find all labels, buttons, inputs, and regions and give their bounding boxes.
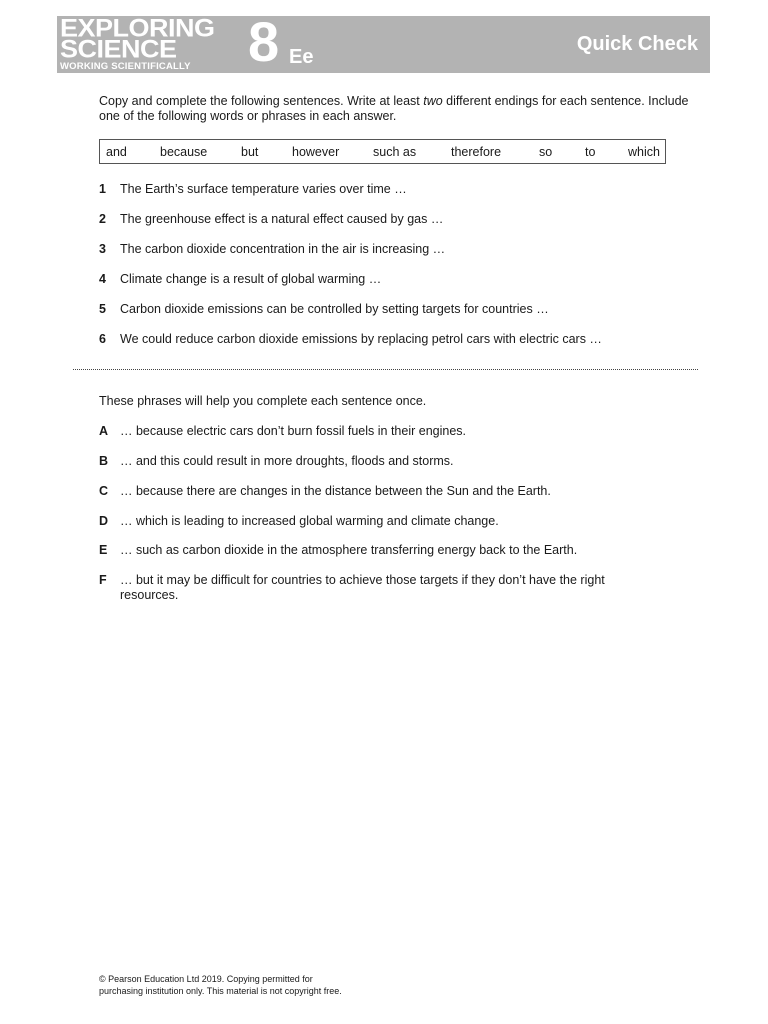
phrase-letter: E <box>99 543 108 557</box>
sentence-number: 3 <box>99 242 106 256</box>
phrase-text: … because electric cars don’t burn fossil fuels in their engines. <box>120 424 467 438</box>
word-bank-item: however <box>292 145 340 159</box>
word-bank-item: to <box>585 145 596 159</box>
copyright-line: © Pearson Education Ltd 2019. Copying permitted for <box>99 974 313 984</box>
word-bank-item: such as <box>373 145 417 159</box>
logo-exploring: EXPLORING <box>60 14 215 42</box>
word-bank-item: but <box>241 145 259 159</box>
instructions-emphasis: two <box>423 94 443 108</box>
logo-tagline: WORKING SCIENTIFICALLY <box>60 61 191 72</box>
phrase-text: … because there are changes in the distance between the Sun and the Earth. <box>120 484 551 498</box>
phrase-letter: B <box>99 454 109 468</box>
sentence-text: Climate change is a result of global warming … <box>120 272 382 286</box>
phrase-letter: D <box>99 514 109 528</box>
phrase-text: … but it may be difficult for countries to achieve those targets if they don’t have the right resources. <box>120 573 605 602</box>
logo-science: SCIENCE <box>60 35 177 63</box>
cut-line-divider <box>73 369 698 370</box>
phrase-text: … which is leading to increased global warming and climate change. <box>120 514 499 528</box>
phrase-letter: C <box>99 484 109 498</box>
sentence-number: 4 <box>99 272 106 286</box>
header-banner <box>57 10 710 73</box>
copyright-line: purchasing institution only. This material is not copyright free. <box>99 986 342 996</box>
word-bank-item: therefore <box>451 145 502 159</box>
unit-code: Ee <box>289 46 314 68</box>
phrase-letter: F <box>99 573 107 587</box>
sentence-number: 2 <box>99 212 106 226</box>
word-bank-item: and <box>106 145 127 159</box>
copyright-footer <box>99 973 399 997</box>
sentence-text: The Earth’s surface temperature varies over time … <box>120 182 407 196</box>
year-number: 8 <box>248 10 280 73</box>
sentence-text: Carbon dioxide emissions can be controlled by setting targets for countries … <box>120 302 549 316</box>
phrase-letter: A <box>99 424 109 438</box>
word-bank-item: which <box>628 145 660 159</box>
sentence-number: 1 <box>99 182 106 196</box>
sheet-type-title: Quick Check <box>576 33 698 55</box>
sentence-number: 5 <box>99 302 106 316</box>
instructions-text-end: different endings for each sentence. Include one of the following words or phrases in each answer. <box>99 94 689 123</box>
sentence-text: The greenhouse effect is a natural effect caused by gas … <box>120 212 444 226</box>
phrase-text: … and this could result in more droughts, floods and storms. <box>120 454 454 468</box>
sentence-text: The carbon dioxide concentration in the air is increasing … <box>120 242 446 256</box>
instructions <box>99 94 699 124</box>
instructions-text-start: Copy and complete the following sentences. Write at least <box>99 94 424 108</box>
sentence-number: 6 <box>99 332 106 346</box>
help-intro: These phrases will help you complete each sentence once. <box>99 394 427 408</box>
word-bank-item: so <box>539 145 553 159</box>
phrase-text: … such as carbon dioxide in the atmosphere transferring energy back to the Earth. <box>120 543 578 557</box>
word-bank <box>99 139 666 164</box>
sentence-text: We could reduce carbon dioxide emissions by replacing petrol cars with electric cars … <box>120 332 602 346</box>
word-bank-item: because <box>160 145 208 159</box>
